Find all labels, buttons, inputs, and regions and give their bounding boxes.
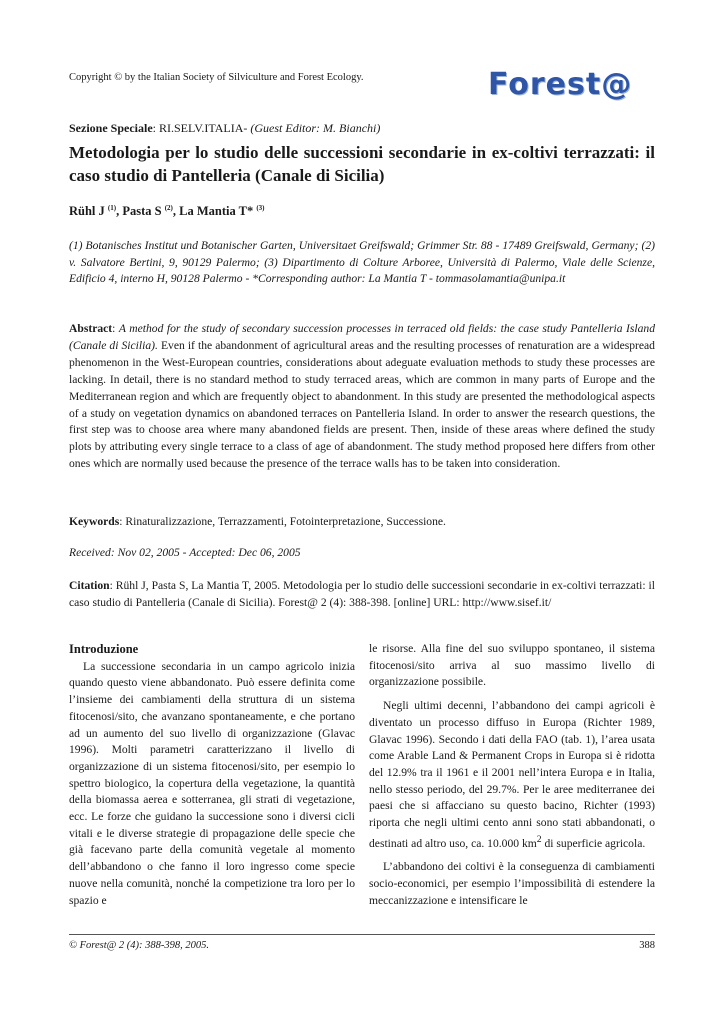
section-name: RI.SELV.ITALIA [159, 121, 244, 135]
keywords-text: Rinaturalizzazione, Terrazzamenti, Fotointerpretazione, Successione. [125, 515, 446, 528]
body-text: di superficie agricola. [541, 836, 646, 850]
body-text: Negli ultimi decenni, l’abbandono dei campi agricoli è diventato un processo diffuso in Europa (Richter 1989, Glavac 1996). Secondo i dati della FAO (tab. 1), l’area usata come Arable Land & Permanent Crops in Europa si è ridotta del 12.9% tra il 1961 e il 2001 nell’intera Europa e in Italia, nello stesso periodo, del 29.7%. Per le aree mediterranee dei paesi che si affacciano su questo bacino, Richter (1993) riporta che negli ultimi cento anni sono stati abbandonati, o destinati ad altro uso, ca. 10.000 km [369, 699, 655, 850]
superscript: 2 [536, 833, 542, 845]
author-name: La Mantia T* [179, 204, 254, 219]
body-paragraph: le risorse. Alla fine del suo sviluppo spontaneo, il sistema fitocenosi/sito arriva al suo massimo livello di organizzazione possibile. [369, 642, 655, 689]
abstract-label: Abstract [69, 322, 113, 335]
author-list: Rühl J $^{(1)}$, Pasta S $^{(2)}$, La Mantia T* $^{(3)}$ [69, 204, 265, 219]
keywords: Keywords: Rinaturalizzazione, Terrazzamenti, Fotointerpretazione, Successione. [69, 515, 446, 528]
page-number: 388 [639, 940, 655, 951]
author-affil-ref: (3) [256, 204, 265, 212]
footer-rule [69, 934, 655, 935]
section-heading-introduzione: Introduzione [69, 642, 139, 656]
body-column-left [69, 641, 355, 916]
body-paragraph [369, 698, 655, 852]
citation-text: Rühl J, Pasta S, La Mantia T, 2005. Metodologia per lo studio delle successioni secondarie in ex-coltivi terrazzati: il caso studio di Pantelleria (Canale di Sicilia). Forest@ 2 (4): 388-398. [online] URL: http://www.sisef.it/ [69, 579, 655, 609]
body-column-right [369, 641, 655, 916]
forest-logo: Forest@ [488, 67, 633, 102]
copyright-notice: Copyright © by the Italian Society of Silviculture and Forest Ecology. [69, 72, 364, 83]
section-label: Sezione Speciale [69, 121, 153, 135]
author-affil-ref: (2) [164, 204, 173, 212]
article-title: Metodologia per lo studio delle successioni secondarie in ex-coltivi terrazzati: il caso studio di Pantelleria (Canale di Sicilia) [69, 143, 655, 185]
footer-journal-ref: © Forest@ 2 (4): 388-398, 2005. [69, 940, 210, 951]
body-paragraph: L’abbandono dei coltivi è la conseguenza di cambiamenti socio-economici, per esempio l’impossibilità di estendere la meccanizzazione e intensificare le [369, 860, 655, 907]
author-name: Rühl J [69, 204, 105, 219]
body-paragraph: La successione secondaria in un campo agricolo inizia quando questo viene abbandonato. Può essere definita come l’insieme dei cambiamenti della struttura di un sistema fitocenosi/sito, che avanzano spontaneamente, e che portano ad un aumento del suo livello di organizzazione (Glavac 1996). Molti parametri caratterizzano il livello di organizzazione di un sistema fitocenosi/sito, per esempio lo spettro biologico, la copertura della vegetazione, la quantità della biomassa aerea e sotterranea, gli strati di vegetazione, ecc. Le forze che guidano la successione sono i diversi cicli vitali e le diverse strategie di propagazione delle specie che già facevano parte della comunità vegetale al momento dell’abbandono o che fanno il loro ingresso come specie nuove nella comunità, nonché la competizione tra loro per lo spazio e [69, 659, 355, 907]
abstract: Abstract: A method for the study of secondary succession processes in terraced old fields: the case study Pantelleria Island (Canale di Sicilia). Even if the abandonment of agricultural areas and the resulting processes of renaturation are a widespread phenomenon in the West-European countries, considerations about adeguate evaluation methods to study these processes are lacking. In detail, there is no standard method to study terraced areas, which are common in many parts of Europe and the Mediterranean region and which are frequently object to abandonment. In this study are presented the methodological aspects of a study on vegetation dynamics on abandoned terraces on Pantelleria Island. In order to answer the research questions, the first step was to choose area where many abandoned fields are present. Then, inside of these areas where defined the study plots by attributing every single terrace to a class of age of abandonment. The study method proposed here differs from other ones which are normally used because the presence of the terrace walls has to be taken into consideration. [69, 322, 656, 471]
author-affil-ref: (1) [107, 204, 117, 212]
abstract-body: Even if the abandonment of agricultural areas and the resulting processes of renaturation are a widespread phenomenon in the West-European countries, considerations about adeguate evaluation methods to study these processes are lacking. In detail, there is no standard method to study terraced areas, which are common in many parts of Europe and the Mediterranean region and which are frequently object to abandonment. In this study are presented the methodological aspects of a study on vegetation dynamics on abandoned terraces on Pantelleria Island. In order to answer the research questions, the first step was to choose area where many abandoned fields are present. Then, inside of these areas where defined the study plots by attributing every single terrace to a class of age of abandonment. The study method proposed here differs from other ones which are normally used because the presence of the terrace walls has to be taken into consideration. [69, 338, 655, 471]
citation-label: Citation [69, 579, 110, 592]
abstract-english-title: A method for the study of secondary succession processes in terraced old fields: the case study Pantelleria Island (Canale di Sicilia). [69, 322, 656, 352]
received-accepted-dates: Received: Nov 02, 2005 - Accepted: Dec 06, 2005 [69, 546, 301, 559]
keywords-label: Keywords [69, 515, 120, 528]
guest-editor: - (Guest Editor: M. Bianchi) [243, 121, 381, 135]
section-line: Sezione Speciale: RI.SELV.ITALIA- (Guest Editor: M. Bianchi) [69, 121, 381, 135]
citation: Citation: Rühl J, Pasta S, La Mantia T, 2005. Metodologia per lo studio delle successioni secondarie in ex-coltivi terrazzati: il caso studio di Pantelleria (Canale di Sicilia). Forest@ 2 (4): 388-398. [online] URL: http://www.sisef.it/ [69, 579, 655, 609]
affiliations: (1) Botanisches Institut und Botanischer Garten, Universitaet Greifswald; Grimmer Str. 88 - 17489 Greifswald, Germany; (2) v. Salvatore Bertini, 9, 90129 Palermo; (3) Dipartimento di Colture Arboree, Università di Palermo, Viale delle Scienze, Edificio 4, interno H, 90128 Palermo - *Corresponding author: La Mantia T - tommasolamantia@unipa.it [69, 239, 655, 285]
author-name: Pasta S [122, 204, 162, 219]
